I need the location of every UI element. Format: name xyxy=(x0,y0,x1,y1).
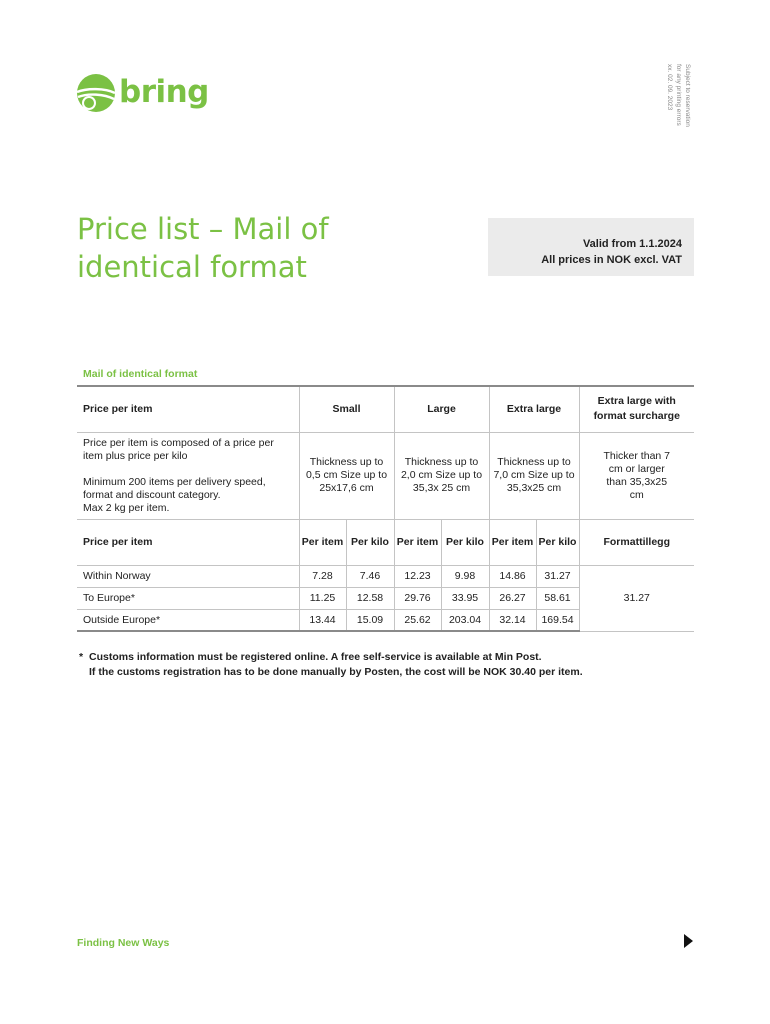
header-price-per-item: Price per item xyxy=(77,386,299,432)
description-text: Max 2 kg per item. xyxy=(83,501,170,514)
disclaimer-note xyxy=(665,64,692,127)
footnote-marker: * xyxy=(79,651,84,663)
table-header-row xyxy=(77,386,694,432)
bring-logo xyxy=(75,70,209,118)
description-text: Minimum 200 items per delivery speed, format and discount category. xyxy=(83,475,266,501)
row-label: Within Norway xyxy=(77,565,299,587)
subheader-price-per-item: Price per item xyxy=(77,519,299,565)
row-label: To Europe* xyxy=(77,587,299,609)
logo-text: bring xyxy=(119,74,209,110)
price-cell: 32.14 xyxy=(489,609,536,631)
customs-footnote xyxy=(79,650,699,680)
table-row xyxy=(77,565,694,587)
price-cell: 11.25 xyxy=(299,587,346,609)
disclaimer-line: for any printing errors xyxy=(675,64,682,126)
price-cell: 29.76 xyxy=(394,587,441,609)
small-spec: Thickness up to 0,5 cm Size up to 25x17,6 cm xyxy=(299,432,394,519)
header-large: Large xyxy=(394,386,489,432)
bring-logo-icon xyxy=(75,72,119,116)
price-cell: 12.58 xyxy=(346,587,394,609)
price-cell: 169.54 xyxy=(536,609,579,631)
next-page-arrow-icon[interactable] xyxy=(684,934,693,948)
price-cell: 15.09 xyxy=(346,609,394,631)
price-cell: 25.62 xyxy=(394,609,441,631)
price-cell: 58.61 xyxy=(536,587,579,609)
header-extra-large: Extra large xyxy=(489,386,579,432)
footnote-line: If the customs registration has to be done manually by Posten, the cost will be NOK 30.40 per item. xyxy=(89,666,583,678)
subheader-row xyxy=(77,519,694,565)
price-cell: 7.28 xyxy=(299,565,346,587)
price-cell: 12.23 xyxy=(394,565,441,587)
footnote-line: Customs information must be registered online. A free self-service is available at Min Post. xyxy=(89,651,542,663)
price-cell: 31.27 xyxy=(536,565,579,587)
valid-from: Valid from 1.1.2024 xyxy=(582,238,682,250)
description-text: Price per item is composed of a price per item plus price per kilo xyxy=(83,436,274,462)
price-cell: 33.95 xyxy=(441,587,489,609)
surcharge-value: 31.27 xyxy=(579,565,694,631)
row-label: Outside Europe* xyxy=(77,609,299,631)
validity-box xyxy=(488,218,694,276)
subheader-per-kilo: Per kilo xyxy=(536,519,579,565)
header-small: Small xyxy=(299,386,394,432)
xl-spec: Thickness up to 7,0 cm Size up to 35,3x25 cm xyxy=(489,432,579,519)
subheader-per-item: Per item xyxy=(489,519,536,565)
vat-note: All prices in NOK excl. VAT xyxy=(541,254,682,266)
price-cell: 13.44 xyxy=(299,609,346,631)
subheader-per-item: Per item xyxy=(299,519,346,565)
tagline: Finding New Ways xyxy=(77,937,170,949)
price-cell: 7.46 xyxy=(346,565,394,587)
price-cell: 26.27 xyxy=(489,587,536,609)
xl-surcharge-spec: Thicker than 7 cm or larger than 35,3x25 cm xyxy=(579,432,694,519)
disclaimer-line: Subject to reservation xyxy=(684,64,691,127)
disclaimer-line: xx. 02. 09. 2023 xyxy=(666,64,673,111)
subheader-per-kilo: Per kilo xyxy=(441,519,489,565)
subheader-formattillegg: Formattillegg xyxy=(579,519,694,565)
page-title: Price list – Mail of identical format xyxy=(77,212,329,284)
description-cell xyxy=(77,432,299,519)
large-spec: Thickness up to 2,0 cm Size up to 35,3x 25 cm xyxy=(394,432,489,519)
price-cell: 9.98 xyxy=(441,565,489,587)
subheader-per-kilo: Per kilo xyxy=(346,519,394,565)
price-table xyxy=(77,385,694,632)
price-cell: 203.04 xyxy=(441,609,489,631)
description-row xyxy=(77,432,694,519)
section-label: Mail of identical format xyxy=(83,368,198,380)
subheader-per-item: Per item xyxy=(394,519,441,565)
price-cell: 14.86 xyxy=(489,565,536,587)
header-xl-surcharge: Extra large with format surcharge xyxy=(579,386,694,432)
